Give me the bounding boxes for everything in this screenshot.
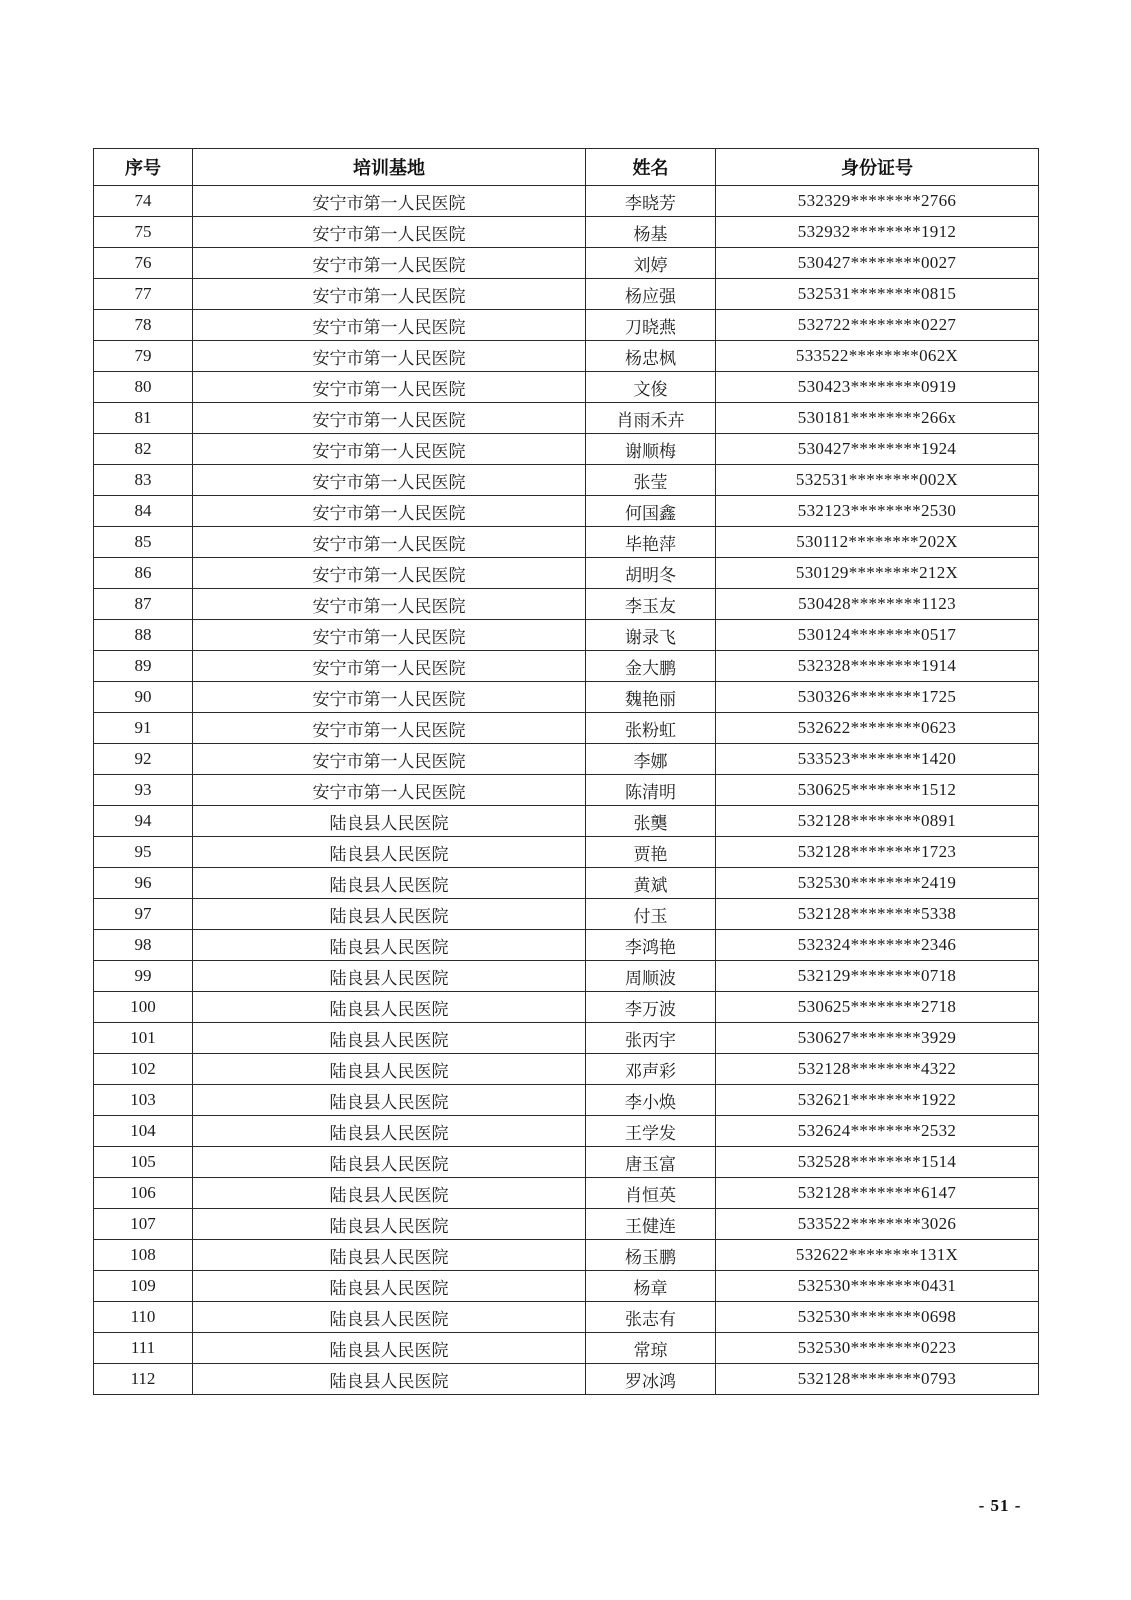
id-cell: 530625********1512	[716, 775, 1039, 806]
name-cell: 常琼	[586, 1333, 716, 1364]
base-cell: 安宁市第一人民医院	[193, 744, 586, 775]
seq-cell: 106	[94, 1178, 193, 1209]
id-cell: 530112********202X	[716, 527, 1039, 558]
id-cell: 532722********0227	[716, 310, 1039, 341]
seq-cell: 100	[94, 992, 193, 1023]
col-header-name: 姓名	[586, 149, 716, 186]
seq-cell: 99	[94, 961, 193, 992]
table-row	[94, 434, 1039, 465]
name-cell: 文俊	[586, 372, 716, 403]
seq-cell: 98	[94, 930, 193, 961]
base-cell: 陆良县人民医院	[193, 806, 586, 837]
base-cell: 陆良县人民医院	[193, 1271, 586, 1302]
seq-cell: 101	[94, 1023, 193, 1054]
id-cell: 532622********131X	[716, 1240, 1039, 1271]
table-row	[94, 682, 1039, 713]
table-row	[94, 744, 1039, 775]
base-cell: 陆良县人民医院	[193, 868, 586, 899]
table-row	[94, 837, 1039, 868]
base-cell: 陆良县人民医院	[193, 1085, 586, 1116]
name-cell: 杨应强	[586, 279, 716, 310]
id-cell: 530129********212X	[716, 558, 1039, 589]
table-row	[94, 1147, 1039, 1178]
seq-cell: 76	[94, 248, 193, 279]
seq-cell: 109	[94, 1271, 193, 1302]
trainee-table-container	[93, 148, 1038, 1395]
base-cell: 安宁市第一人民医院	[193, 403, 586, 434]
name-cell: 魏艳丽	[586, 682, 716, 713]
table-row	[94, 651, 1039, 682]
id-cell: 532324********2346	[716, 930, 1039, 961]
table-row	[94, 403, 1039, 434]
name-cell: 李晓芳	[586, 186, 716, 217]
seq-cell: 82	[94, 434, 193, 465]
id-cell: 532128********0793	[716, 1364, 1039, 1395]
base-cell: 安宁市第一人民医院	[193, 279, 586, 310]
seq-cell: 89	[94, 651, 193, 682]
table-row	[94, 372, 1039, 403]
seq-cell: 80	[94, 372, 193, 403]
table-row	[94, 1209, 1039, 1240]
base-cell: 安宁市第一人民医院	[193, 589, 586, 620]
seq-cell: 77	[94, 279, 193, 310]
name-cell: 金大鹏	[586, 651, 716, 682]
seq-cell: 86	[94, 558, 193, 589]
base-cell: 安宁市第一人民医院	[193, 682, 586, 713]
seq-cell: 105	[94, 1147, 193, 1178]
seq-cell: 74	[94, 186, 193, 217]
col-header-id-number: 身份证号	[716, 149, 1039, 186]
page-number: - 51 -	[978, 1496, 1022, 1515]
table-row	[94, 1364, 1039, 1395]
id-cell: 532530********0698	[716, 1302, 1039, 1333]
table-row	[94, 279, 1039, 310]
base-cell: 安宁市第一人民医院	[193, 775, 586, 806]
trainee-table	[93, 148, 1039, 1395]
base-cell: 安宁市第一人民医院	[193, 186, 586, 217]
table-row	[94, 1178, 1039, 1209]
seq-cell: 111	[94, 1333, 193, 1364]
table-row	[94, 558, 1039, 589]
seq-cell: 83	[94, 465, 193, 496]
col-header-base: 培训基地	[193, 149, 586, 186]
seq-cell: 92	[94, 744, 193, 775]
name-cell: 杨章	[586, 1271, 716, 1302]
name-cell: 杨基	[586, 217, 716, 248]
name-cell: 张粉虹	[586, 713, 716, 744]
id-cell: 532128********5338	[716, 899, 1039, 930]
name-cell: 谢顺梅	[586, 434, 716, 465]
name-cell: 黄斌	[586, 868, 716, 899]
base-cell: 陆良县人民医院	[193, 930, 586, 961]
table-row	[94, 620, 1039, 651]
id-cell: 532530********2419	[716, 868, 1039, 899]
base-cell: 陆良县人民医院	[193, 1333, 586, 1364]
base-cell: 安宁市第一人民医院	[193, 527, 586, 558]
id-cell: 530326********1725	[716, 682, 1039, 713]
col-header-seq: 序号	[94, 149, 193, 186]
table-row	[94, 713, 1039, 744]
table-row	[94, 775, 1039, 806]
name-cell: 张志有	[586, 1302, 716, 1333]
base-cell: 安宁市第一人民医院	[193, 434, 586, 465]
table-row	[94, 992, 1039, 1023]
id-cell: 532328********1914	[716, 651, 1039, 682]
id-cell: 530423********0919	[716, 372, 1039, 403]
table-row	[94, 899, 1039, 930]
name-cell: 肖雨禾卉	[586, 403, 716, 434]
base-cell: 安宁市第一人民医院	[193, 713, 586, 744]
id-cell: 532530********0223	[716, 1333, 1039, 1364]
seq-cell: 102	[94, 1054, 193, 1085]
base-cell: 陆良县人民医院	[193, 1178, 586, 1209]
id-cell: 532128********0891	[716, 806, 1039, 837]
seq-cell: 112	[94, 1364, 193, 1395]
base-cell: 陆良县人民医院	[193, 992, 586, 1023]
name-cell: 何国鑫	[586, 496, 716, 527]
base-cell: 安宁市第一人民医院	[193, 620, 586, 651]
base-cell: 陆良县人民医院	[193, 1209, 586, 1240]
seq-cell: 110	[94, 1302, 193, 1333]
id-cell: 532123********2530	[716, 496, 1039, 527]
id-cell: 532528********1514	[716, 1147, 1039, 1178]
table-row	[94, 961, 1039, 992]
seq-cell: 94	[94, 806, 193, 837]
table-row	[94, 868, 1039, 899]
name-cell: 张丙宇	[586, 1023, 716, 1054]
base-cell: 陆良县人民医院	[193, 1240, 586, 1271]
table-row	[94, 930, 1039, 961]
table-row	[94, 1085, 1039, 1116]
base-cell: 安宁市第一人民医院	[193, 496, 586, 527]
table-row	[94, 1333, 1039, 1364]
id-cell: 530625********2718	[716, 992, 1039, 1023]
base-cell: 陆良县人民医院	[193, 1054, 586, 1085]
seq-cell: 107	[94, 1209, 193, 1240]
base-cell: 安宁市第一人民医院	[193, 372, 586, 403]
id-cell: 530428********1123	[716, 589, 1039, 620]
name-cell: 邓声彩	[586, 1054, 716, 1085]
table-row	[94, 1240, 1039, 1271]
table-row	[94, 341, 1039, 372]
base-cell: 安宁市第一人民医院	[193, 217, 586, 248]
name-cell: 李玉友	[586, 589, 716, 620]
table-row	[94, 186, 1039, 217]
id-cell: 530124********0517	[716, 620, 1039, 651]
id-cell: 532932********1912	[716, 217, 1039, 248]
table-row	[94, 1302, 1039, 1333]
table-row	[94, 1271, 1039, 1302]
name-cell: 罗冰鸿	[586, 1364, 716, 1395]
id-cell: 532329********2766	[716, 186, 1039, 217]
seq-cell: 81	[94, 403, 193, 434]
name-cell: 杨忠枫	[586, 341, 716, 372]
name-cell: 杨玉鹏	[586, 1240, 716, 1271]
id-cell: 532128********1723	[716, 837, 1039, 868]
id-cell: 532530********0431	[716, 1271, 1039, 1302]
id-cell: 533522********062X	[716, 341, 1039, 372]
name-cell: 周顺波	[586, 961, 716, 992]
seq-cell: 95	[94, 837, 193, 868]
seq-cell: 84	[94, 496, 193, 527]
name-cell: 唐玉富	[586, 1147, 716, 1178]
base-cell: 陆良县人民医院	[193, 899, 586, 930]
table-header-row	[94, 149, 1039, 186]
table-row	[94, 310, 1039, 341]
name-cell: 张莹	[586, 465, 716, 496]
seq-cell: 85	[94, 527, 193, 558]
table-row	[94, 465, 1039, 496]
base-cell: 安宁市第一人民医院	[193, 558, 586, 589]
base-cell: 陆良县人民医院	[193, 1364, 586, 1395]
name-cell: 贾艳	[586, 837, 716, 868]
seq-cell: 104	[94, 1116, 193, 1147]
seq-cell: 96	[94, 868, 193, 899]
base-cell: 陆良县人民医院	[193, 1302, 586, 1333]
id-cell: 532128********6147	[716, 1178, 1039, 1209]
seq-cell: 91	[94, 713, 193, 744]
table-row	[94, 806, 1039, 837]
seq-cell: 93	[94, 775, 193, 806]
id-cell: 530427********0027	[716, 248, 1039, 279]
table-row	[94, 248, 1039, 279]
base-cell: 安宁市第一人民医院	[193, 341, 586, 372]
table-row	[94, 217, 1039, 248]
name-cell: 刘婷	[586, 248, 716, 279]
id-cell: 530627********3929	[716, 1023, 1039, 1054]
id-cell: 532624********2532	[716, 1116, 1039, 1147]
base-cell: 陆良县人民医院	[193, 1147, 586, 1178]
id-cell: 532621********1922	[716, 1085, 1039, 1116]
name-cell: 谢录飞	[586, 620, 716, 651]
id-cell: 532531********002X	[716, 465, 1039, 496]
id-cell: 530427********1924	[716, 434, 1039, 465]
base-cell: 陆良县人民医院	[193, 1116, 586, 1147]
table-row	[94, 527, 1039, 558]
name-cell: 李鸿艳	[586, 930, 716, 961]
id-cell: 532129********0718	[716, 961, 1039, 992]
base-cell: 陆良县人民医院	[193, 1023, 586, 1054]
base-cell: 陆良县人民医院	[193, 837, 586, 868]
name-cell: 付玉	[586, 899, 716, 930]
id-cell: 532531********0815	[716, 279, 1039, 310]
id-cell: 532128********4322	[716, 1054, 1039, 1085]
base-cell: 陆良县人民医院	[193, 961, 586, 992]
table-row	[94, 1116, 1039, 1147]
seq-cell: 87	[94, 589, 193, 620]
name-cell: 肖恒英	[586, 1178, 716, 1209]
table-row	[94, 1023, 1039, 1054]
name-cell: 张龑	[586, 806, 716, 837]
name-cell: 王学发	[586, 1116, 716, 1147]
id-cell: 532622********0623	[716, 713, 1039, 744]
table-row	[94, 589, 1039, 620]
id-cell: 530181********266x	[716, 403, 1039, 434]
seq-cell: 78	[94, 310, 193, 341]
seq-cell: 75	[94, 217, 193, 248]
base-cell: 安宁市第一人民医院	[193, 651, 586, 682]
seq-cell: 88	[94, 620, 193, 651]
base-cell: 安宁市第一人民医院	[193, 310, 586, 341]
seq-cell: 97	[94, 899, 193, 930]
name-cell: 陈清明	[586, 775, 716, 806]
table-row	[94, 496, 1039, 527]
table-row	[94, 1054, 1039, 1085]
seq-cell: 108	[94, 1240, 193, 1271]
seq-cell: 79	[94, 341, 193, 372]
name-cell: 胡明冬	[586, 558, 716, 589]
seq-cell: 103	[94, 1085, 193, 1116]
name-cell: 毕艳萍	[586, 527, 716, 558]
name-cell: 刀晓燕	[586, 310, 716, 341]
name-cell: 李万波	[586, 992, 716, 1023]
base-cell: 安宁市第一人民医院	[193, 248, 586, 279]
id-cell: 533522********3026	[716, 1209, 1039, 1240]
name-cell: 李小焕	[586, 1085, 716, 1116]
name-cell: 李娜	[586, 744, 716, 775]
name-cell: 王健连	[586, 1209, 716, 1240]
base-cell: 安宁市第一人民医院	[193, 465, 586, 496]
id-cell: 533523********1420	[716, 744, 1039, 775]
seq-cell: 90	[94, 682, 193, 713]
